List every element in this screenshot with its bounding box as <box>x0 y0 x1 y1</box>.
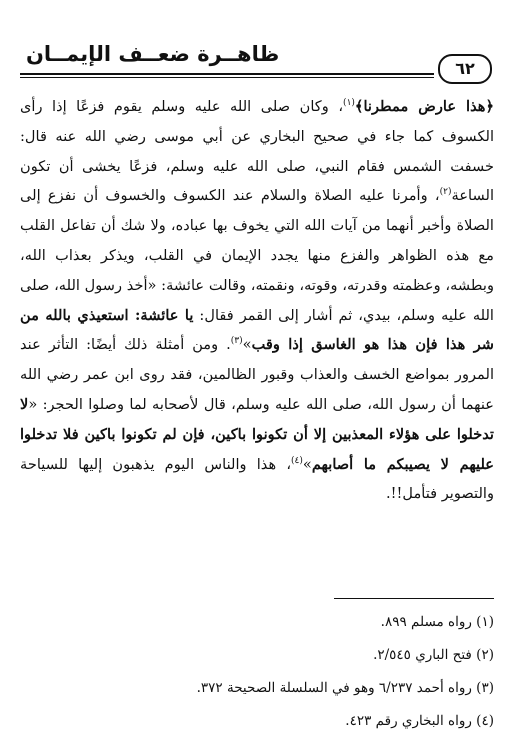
page-header <box>20 42 494 90</box>
footnote-4: (٤) رواه البخاري رقم ٤٢٣. <box>345 713 494 729</box>
quran-verse: ﴿هذا عارض ممطرنا﴾ <box>354 98 494 115</box>
running-title: ظاهــرة ضعــف الإيمــان <box>26 42 280 66</box>
text-segment: ، وأمرنا عليه الصلاة والسلام عند الكسوف والخسوف أن نفزع إلى الصلاة وأخبر أنهما من آيات الله التي يخوف بها عباده، ولا شك أن تفاعل القلب مع هذه الظواهر والفزع منها يجدد الإيمان في القلب، ويذكر بعذاب الله، وبطشه، وعظمته وقدرته، وقوته، ونقمته، وقالت عائشة: «أخذ رسول الله، صلى الله عليه وسلم، بيدي، ثم أشار إلى القمر فقال: <box>20 187 494 324</box>
header-rule <box>20 73 434 78</box>
hadith-quote-2: لا تدخلوا على هؤلاء المعذبين إلا أن تكونوا باكين، فإن لم تكونوا باكين فلا تدخلوا عليهم لا يصيبكم ما أصابهم <box>20 395 494 473</box>
hadith-quote-1: يا عائشة: استعيذي بالله من شر هذا فإن هذا هو الغاسق إذا وقب <box>20 306 494 354</box>
page-number: ٦٢ <box>438 54 492 84</box>
text-segment: . ومن أمثلة ذلك أيضًا: التأثر عند المرور بمواضع الخسف والعذاب وقبور الظالمين، فقد روى ابن عمر رضي الله عنهما أن رسول الله، صلى الله عليه وسلم، قال لأصحابه لما وصلوا الحجر: « <box>20 336 494 413</box>
footnote-3: (٣) رواه أحمد ٦/٢٣٧ وهو في السلسلة الصحيحة ٣٧٢. <box>196 680 494 696</box>
footnote-1: (١) رواه مسلم ٨٩٩. <box>380 614 494 630</box>
footnote-separator <box>334 598 494 599</box>
text-segment: ، هذا والناس اليوم يذهبون إليها للسياحة والتصوير فتأمل!!. <box>20 455 494 503</box>
text-segment: ، وكان صلى الله عليه وسلم يقوم فزعًا إذا رأى الكسوف كما جاء في صحيح البخاري عن أبي موسى رضي الله عنه قال: خسفت الشمس فقام النبي، صلى الله عليه وسلم، فزعًا يخشى أن تكون الساعة <box>20 98 494 205</box>
main-text <box>20 92 494 509</box>
quote-close: » <box>302 455 312 473</box>
footnote-ref-2: (٢) <box>439 187 452 198</box>
footnotes <box>20 606 494 738</box>
footnote-2: (٢) فتح الباري ٢/٥٤٥. <box>373 647 494 663</box>
footnote-ref-4: (٤) <box>291 455 303 466</box>
quote-close: » <box>242 336 252 354</box>
footnote-ref-3: (٣) <box>230 336 243 347</box>
main-paragraph <box>20 92 494 509</box>
footnote-ref-1: (١) <box>343 98 355 109</box>
